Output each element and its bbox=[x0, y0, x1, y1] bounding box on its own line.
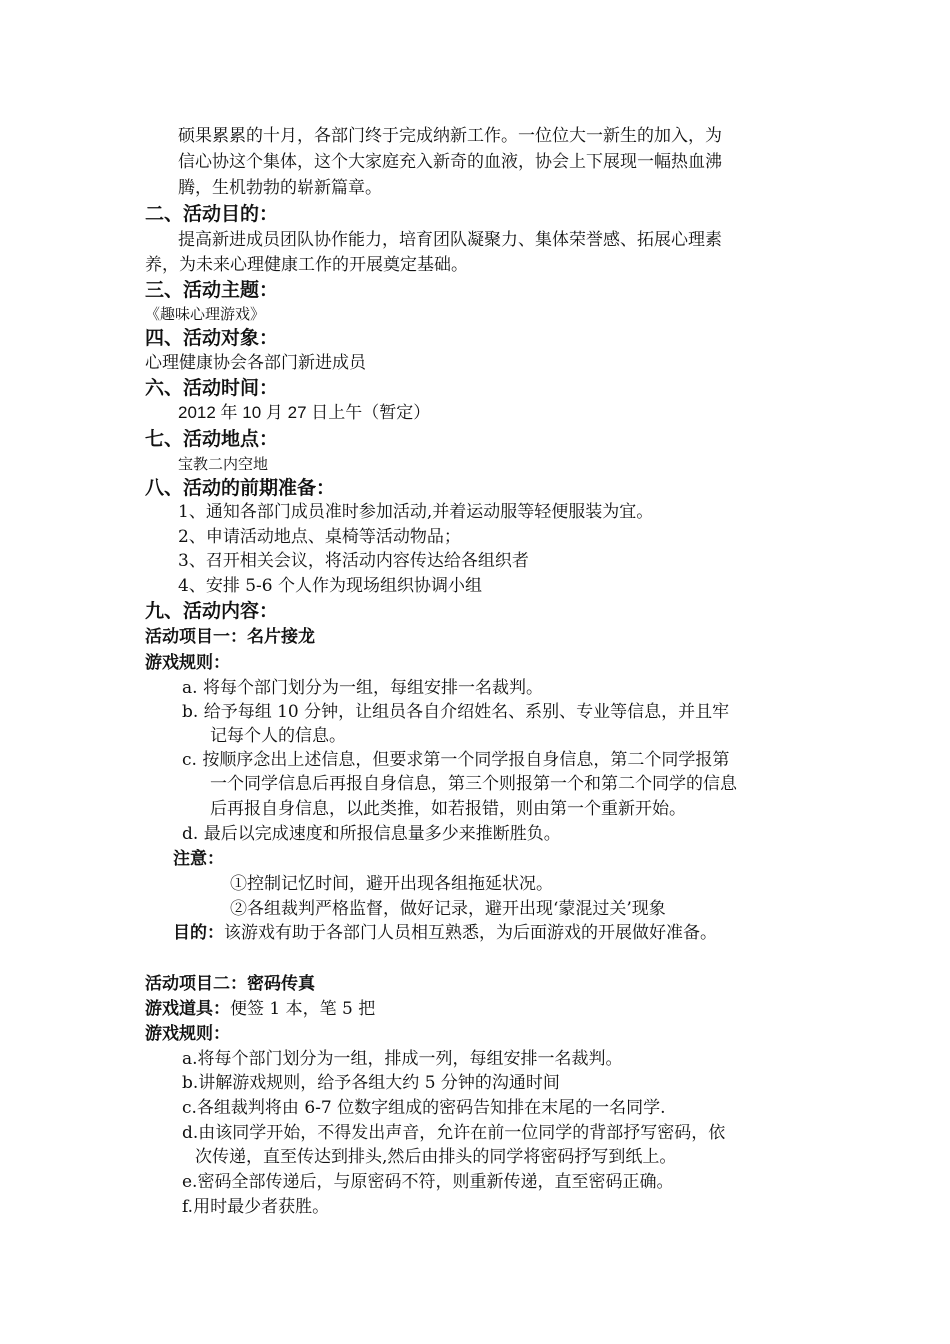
section-4-heading: 四、活动对象： bbox=[145, 327, 279, 349]
section-2-heading: 二、活动目的： bbox=[145, 203, 279, 225]
game-2-rule-c: c.各组裁判将由 6-7 位数字组成的密码告知排在末尾的一名同学. bbox=[182, 1098, 666, 1118]
section-4-text: 心理健康协会各部门新进成员 bbox=[145, 353, 366, 373]
section-8-item-3: 3、召开相关会议，将活动内容传达给各组织者 bbox=[178, 551, 529, 571]
game-1-note-label: 注意： bbox=[173, 849, 224, 869]
game-1-note-1: ①控制记忆时间，避开出现各组拖延状况。 bbox=[230, 874, 553, 894]
section-8-item-4: 4、安排 5-6 个人作为现场组织协调小组 bbox=[178, 576, 482, 596]
game-2-rule-e: e.密码全部传递后，与原密码不符，则重新传递，直至密码正确。 bbox=[182, 1172, 674, 1192]
section-3-heading: 三、活动主题： bbox=[145, 279, 279, 301]
section-8-item-1: 1、通知各部门成员准时参加活动,并着运动服等轻便服装为宜。 bbox=[178, 502, 654, 522]
game-1-rules-label: 游戏规则： bbox=[145, 653, 230, 673]
section-7-heading: 七、活动地点： bbox=[145, 428, 279, 450]
section-9-heading: 九、活动内容： bbox=[145, 600, 279, 622]
game-2-rule-d: d.由该同学开始，不得发出声音，允许在前一位同学的背部抒写密码，依 bbox=[182, 1123, 726, 1143]
section-8-item-2: 2、申请活动地点、桌椅等活动物品； bbox=[178, 527, 461, 547]
game-1-rule-b: b. 给予每组 10 分钟，让组员各自介绍姓名、系别、专业等信息，并且牢 bbox=[182, 702, 730, 722]
game-2-rule-f: f.用时最少者获胜。 bbox=[182, 1197, 330, 1217]
intro-line-3: 腾，生机勃勃的崭新篇章。 bbox=[178, 178, 382, 198]
intro-line-2: 信心协这个集体，这个大家庭充入新奇的血液，协会上下展现一幅热血沸 bbox=[178, 152, 722, 172]
section-3-text: 《趣味心理游戏》 bbox=[145, 305, 266, 323]
game-1-rule-c-cont-1: 一个同学信息后再报自身信息，第三个则报第一个和第二个同学的信息 bbox=[210, 774, 737, 794]
game-1-rule-c: c. 按顺序念出上述信息，但要求第一个同学报自身信息，第二个同学报第 bbox=[182, 750, 730, 770]
game-2-rule-a: a.将每个部门划分为一组，排成一列，每组安排一名裁判。 bbox=[182, 1049, 623, 1069]
game-1-purpose bbox=[173, 921, 717, 945]
section-7-text: 宝教二内空地 bbox=[178, 455, 269, 473]
game-1-rule-d: d. 最后以完成速度和所报信息量多少来推断胜负。 bbox=[182, 824, 561, 844]
section-2-line-2: 养，为未来心理健康工作的开展奠定基础。 bbox=[145, 255, 468, 275]
game-2-rule-b: b.讲解游戏规则，给予各组大约 5 分钟的沟通时间 bbox=[182, 1073, 560, 1093]
game-1-rule-a: a. 将每个部门划分为一组，每组安排一名裁判。 bbox=[182, 678, 543, 698]
intro-line-1: 硕果累累的十月，各部门终于完成纳新工作。一位位大一新生的加入，为 bbox=[178, 126, 722, 146]
game-2-title: 活动项目二：密码传真 bbox=[145, 974, 315, 994]
game-1-title: 活动项目一：名片接龙 bbox=[145, 627, 315, 647]
game-2-props-label: 游戏道具： bbox=[145, 999, 230, 1019]
game-1-rule-c-cont-2: 后再报自身信息，以此类推，如若报错，则由第一个重新开始。 bbox=[210, 799, 686, 819]
game-2-rules-label: 游戏规则： bbox=[145, 1024, 230, 1044]
section-2-line-1: 提高新进成员团队协作能力，培育团队凝聚力、集体荣誉感、拓展心理素 bbox=[178, 230, 722, 250]
game-1-note-2: ②各组裁判严格监督，做好记录，避开出现‘蒙混过关’现象 bbox=[230, 899, 666, 919]
game-1-rule-b-cont: 记每个人的信息。 bbox=[210, 726, 346, 746]
game-1-purpose-text: 该游戏有助于各部门人员相互熟悉，为后面游戏的开展做好准备。 bbox=[224, 923, 717, 943]
section-8-heading: 八、活动的前期准备： bbox=[145, 477, 336, 499]
game-2-rule-d-cont: 次传递，直至传达到排头,然后由排头的同学将密码抒写到纸上。 bbox=[195, 1147, 677, 1167]
game-1-purpose-label: 目的： bbox=[173, 923, 224, 943]
section-6-heading: 六、活动时间： bbox=[145, 377, 279, 399]
section-6-text: 2012 年 10 月 27 日上午（暂定） bbox=[178, 403, 431, 422]
game-2-props-text: 便签 1 本，笔 5 把 bbox=[230, 999, 376, 1019]
game-2-props bbox=[145, 997, 375, 1021]
